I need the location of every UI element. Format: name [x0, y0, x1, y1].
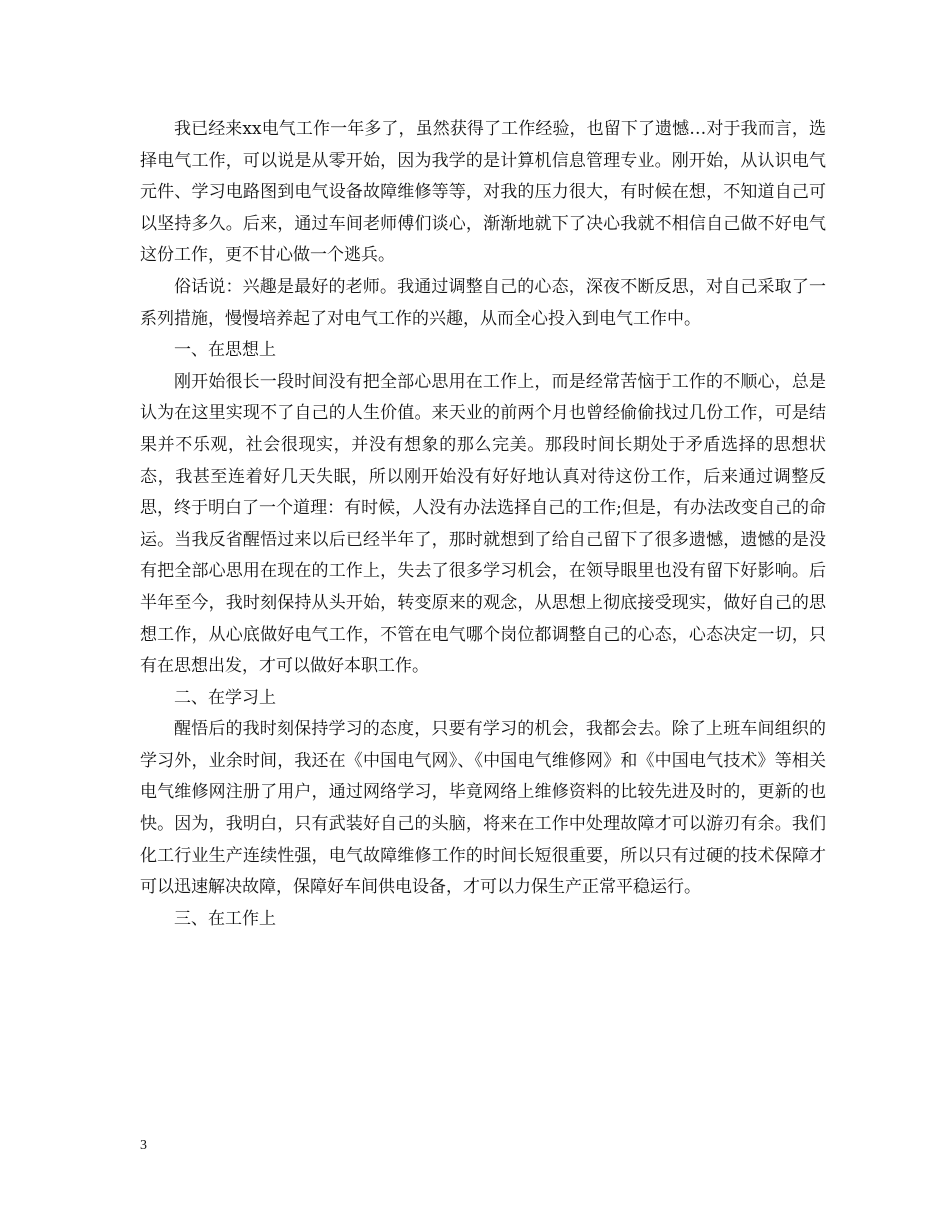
section-heading-study: 二、在学习上: [174, 687, 276, 708]
section-heading-thought: 一、在思想上: [174, 340, 276, 361]
section-heading-work: 三、在工作上: [174, 908, 276, 929]
page-number: 3: [140, 1138, 147, 1153]
paragraph-thought: 刚开始很长一段时间没有把全部心思用在工作上，而是经常苦恼于工作的不顺心，总是认为在这里实现不了自己的人生价值。来天业的前两个月也曾经偷偷找过几份工作，可是结果并不乐观，社会很现实，并没有想象的那么完美。那段时间长期处于矛盾选择的思想状态，我甚至连着好几天失眠，所以刚开始没有好好地认真对待这份工作，后来通过调整反思，终于明白了一个道理：有时候，人没有办法选择自己的工作;但是，有办法改变自己的命运。当我反省醒悟过来以后已经半年了，那时就想到了给自己留下了很多遗憾，遗憾的是没有把全部心思用在现在的工作上，失去了很多学习机会，在领导眼里也没有留下好影响。后半年至今，我时刻保持从头开始，转变原来的观念，从思想上彻底接受现实，做好自己的思想工作，从心底做好电气工作，不管在电气哪个岗位都调整自己的心态，心态决定一切，只有在思想出发，才可以做好本职工作。: [140, 371, 826, 677]
document-body: [140, 114, 826, 935]
paragraph-interest: 俗话说：兴趣是最好的老师。我通过调整自己的心态，深夜不断反思，对自己采取了一系列措施，慢慢培养起了对电气工作的兴趣，从而全心投入到电气工作中。: [140, 276, 826, 329]
paragraph-study: 醒悟后的我时刻保持学习的态度，只要有学习的机会，我都会去。除了上班车间组织的学习外，业余时间，我还在《中国电气网》、《中国电气维修网》和《中国电气技术》等相关电气维修网注册了用户，通过网络学习，毕竟网络上维修资料的比较先进及时的，更新的也快。因为，我明白，只有武装好自己的头脑，将来在工作中处理故障才可以游刃有余。我们化工行业生产连续性强，电气故障维修工作的时间长短很重要，所以只有过硬的技术保障才可以迅速解决故障，保障好车间供电设备，才可以力保生产正常平稳运行。: [140, 719, 826, 898]
paragraph-intro: 我已经来xx电气工作一年多了，虽然获得了工作经验，也留下了遗憾…对于我而言，选择电气工作，可以说是从零开始，因为我学的是计算机信息管理专业。刚开始，从认识电气元件、学习电路图到电气设备故障维修等等，对我的压力很大，有时候在想，不知道自己可以坚持多久。后来，通过车间老师傅们谈心，渐渐地就下了决心我就不相信自己做不好电气这份工作，更不甘心做一个逃兵。: [140, 119, 826, 266]
